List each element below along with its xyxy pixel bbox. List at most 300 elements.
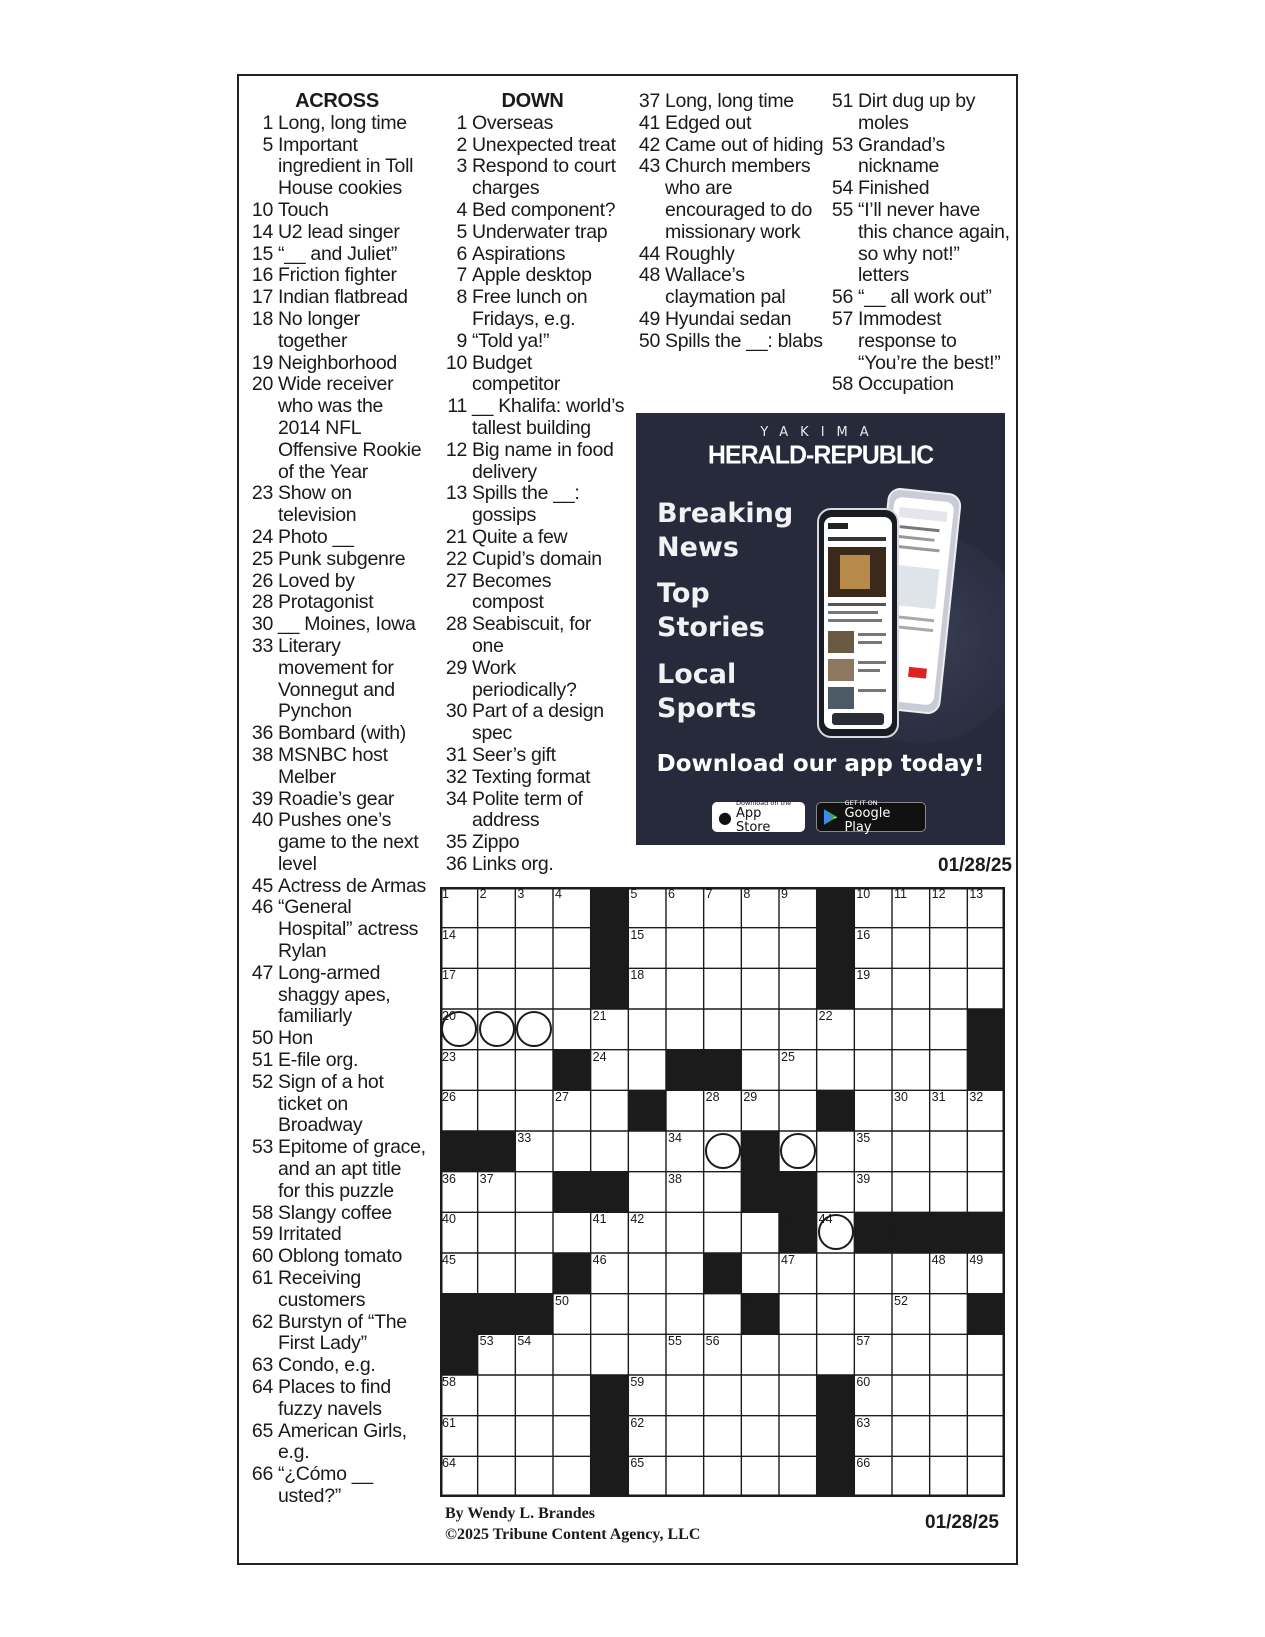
clue-item: [440, 113, 625, 135]
grid-cell[interactable]: [741, 1334, 779, 1375]
app-advertisement[interactable]: [636, 413, 1005, 845]
clue-text: Apple desktop: [472, 264, 592, 287]
grid-cell[interactable]: [741, 1090, 779, 1131]
clue-number: 20: [251, 373, 273, 396]
clue-text: Grandad’s nickname: [858, 133, 945, 178]
grid-cell[interactable]: [779, 1294, 817, 1335]
grid-cell[interactable]: [704, 1456, 742, 1497]
cell-number: 60: [856, 1375, 871, 1389]
grid-cell[interactable]: [741, 1375, 779, 1416]
grid-cell[interactable]: [892, 1131, 930, 1172]
clue-number: 36: [251, 722, 273, 745]
clue-item: [247, 1246, 427, 1268]
grid-cell[interactable]: [704, 1334, 742, 1375]
grid-cell[interactable]: [666, 1212, 704, 1253]
grid-cell[interactable]: [779, 1131, 817, 1172]
clue-number: 5: [262, 133, 273, 156]
grid-cell[interactable]: [854, 968, 892, 1009]
grid-cell[interactable]: [741, 1416, 779, 1457]
grid-cell[interactable]: [478, 1172, 516, 1213]
grid-cell[interactable]: [553, 1334, 591, 1375]
grid-cell[interactable]: [440, 928, 478, 969]
clue-item: [827, 91, 1012, 135]
grid-cell[interactable]: [930, 1294, 968, 1335]
grid-cell[interactable]: [967, 1172, 1005, 1213]
grid-cell[interactable]: [440, 1212, 478, 1253]
clue-text: Roadie’s gear: [278, 787, 395, 810]
grid-cell[interactable]: [930, 1456, 968, 1497]
cell-number: 5: [630, 887, 638, 901]
grid-cell[interactable]: [553, 887, 591, 928]
grid-cell[interactable]: [854, 887, 892, 928]
grid-cell[interactable]: [666, 968, 704, 1009]
grid-cell[interactable]: [553, 1212, 591, 1253]
clue-item: [440, 265, 625, 287]
cell-number: 21: [592, 1009, 607, 1023]
grid-cell[interactable]: [741, 968, 779, 1009]
grid-cell[interactable]: [478, 1416, 516, 1457]
clue-item: [247, 1203, 427, 1225]
grid-cell[interactable]: [741, 1212, 779, 1253]
grid-cell[interactable]: [967, 1456, 1005, 1497]
grid-cell[interactable]: [741, 1253, 779, 1294]
grid-cell[interactable]: [892, 1375, 930, 1416]
grid-cell[interactable]: [440, 887, 478, 928]
grid-cell[interactable]: [892, 1009, 930, 1050]
grid-cell[interactable]: [591, 1253, 629, 1294]
grid-cell[interactable]: [892, 1090, 930, 1131]
clue-number: 24: [251, 525, 273, 548]
grid-cell[interactable]: [440, 1375, 478, 1416]
grid-cell[interactable]: [817, 1334, 855, 1375]
grid-cell[interactable]: [440, 1009, 478, 1050]
grid-cell[interactable]: [967, 1416, 1005, 1457]
grid-cell[interactable]: [628, 887, 666, 928]
clue-number: 12: [445, 438, 467, 461]
grid-cell[interactable]: [666, 1416, 704, 1457]
grid-cell[interactable]: [515, 1009, 553, 1050]
grid-cell[interactable]: [628, 1050, 666, 1091]
grid-cell[interactable]: [854, 1334, 892, 1375]
grid-cell[interactable]: [515, 1253, 553, 1294]
clue-item: [247, 113, 427, 135]
grid-cell[interactable]: [892, 1294, 930, 1335]
grid-block: [591, 1456, 629, 1497]
grid-cell[interactable]: [515, 1090, 553, 1131]
grid-cell[interactable]: [515, 1050, 553, 1091]
cell-number: 4: [555, 887, 562, 901]
grid-cell[interactable]: [930, 1090, 968, 1131]
cell-number: 44: [818, 1212, 833, 1227]
grid-cell[interactable]: [892, 928, 930, 969]
grid-cell[interactable]: [967, 1375, 1005, 1416]
grid-cell[interactable]: [892, 1456, 930, 1497]
grid-block: [817, 887, 855, 928]
clue-number: 30: [445, 700, 467, 723]
clue-text: Becomes compost: [472, 569, 552, 614]
clue-number: 1: [262, 111, 273, 134]
clue-number: 6: [456, 242, 467, 265]
ad-cta: Download our app today!: [656, 751, 985, 777]
grid-cell[interactable]: [854, 1416, 892, 1457]
clue-number: 42: [638, 133, 660, 156]
grid-cell[interactable]: [741, 928, 779, 969]
clue-number: 7: [456, 264, 467, 287]
grid-cell[interactable]: [967, 1253, 1005, 1294]
grid-cell[interactable]: [553, 1375, 591, 1416]
grid-cell[interactable]: [741, 1050, 779, 1091]
clue-item: [634, 309, 824, 331]
grid-cell[interactable]: [666, 1294, 704, 1335]
grid-cell[interactable]: [628, 1334, 666, 1375]
clue-text: “__ and Juliet”: [278, 242, 398, 265]
grid-cell[interactable]: [628, 1253, 666, 1294]
clue-text: __ Khalifa: world’s tallest building: [472, 395, 625, 439]
grid-block: [967, 1050, 1005, 1091]
grid-cell[interactable]: [666, 887, 704, 928]
cell-number: 41: [592, 1212, 607, 1227]
grid-cell[interactable]: [553, 1090, 591, 1131]
cell-number: 42: [630, 1212, 645, 1227]
grid-cell[interactable]: [478, 1334, 516, 1375]
grid-cell[interactable]: [515, 887, 553, 928]
grid-cell[interactable]: [817, 1212, 855, 1253]
grid-cell[interactable]: [628, 1212, 666, 1253]
grid-cell[interactable]: [704, 1375, 742, 1416]
clue-text: Receiving customers: [278, 1267, 366, 1311]
grid-cell[interactable]: [515, 1375, 553, 1416]
grid-cell[interactable]: [854, 1172, 892, 1213]
grid-cell[interactable]: [892, 1416, 930, 1457]
clue-item: [247, 1421, 427, 1465]
grid-cell[interactable]: [591, 1334, 629, 1375]
grid-cell[interactable]: [704, 1294, 742, 1335]
date-top: 01/28/25: [938, 855, 1012, 876]
clue-text: Cupid’s domain: [472, 547, 602, 570]
grid-cell[interactable]: [779, 1456, 817, 1497]
grid-cell[interactable]: [779, 1416, 817, 1457]
grid-cell[interactable]: [704, 928, 742, 969]
grid-cell[interactable]: [478, 1456, 516, 1497]
grid-cell[interactable]: [854, 1009, 892, 1050]
clue-number: 43: [638, 155, 660, 178]
grid-cell[interactable]: [741, 1009, 779, 1050]
clue-item: [440, 135, 625, 157]
grid-cell[interactable]: [704, 1212, 742, 1253]
clue-item: [247, 222, 427, 244]
grid-cell[interactable]: [854, 1375, 892, 1416]
grid-cell[interactable]: [440, 1050, 478, 1091]
grid-cell[interactable]: [666, 928, 704, 969]
grid-cell[interactable]: [478, 887, 516, 928]
cell-number: 25: [781, 1049, 795, 1064]
grid-block: [854, 1212, 892, 1253]
clue-text: American Girls, e.g.: [278, 1419, 407, 1464]
grid-cell[interactable]: [817, 1131, 855, 1172]
grid-cell[interactable]: [628, 1009, 666, 1050]
clue-number: 30: [251, 613, 273, 636]
grid-cell[interactable]: [666, 1334, 704, 1375]
cell-number: 29: [743, 1090, 758, 1105]
grid-cell[interactable]: [515, 1212, 553, 1253]
grid-cell[interactable]: [478, 1375, 516, 1416]
grid-cell[interactable]: [553, 928, 591, 969]
grid-cell[interactable]: [930, 1334, 968, 1375]
grid-cell[interactable]: [628, 1375, 666, 1416]
grid-cell[interactable]: [967, 1334, 1005, 1375]
grid-cell[interactable]: [666, 1090, 704, 1131]
grid-cell[interactable]: [440, 1172, 478, 1213]
cell-number: 51: [743, 1293, 758, 1308]
grid-block: [440, 1334, 478, 1375]
clue-text: “General Hospital” actress Rylan: [278, 896, 419, 963]
grid-cell[interactable]: [440, 1090, 478, 1131]
grid-cell[interactable]: [854, 1456, 892, 1497]
grid-cell[interactable]: [666, 1131, 704, 1172]
cell-number: 19: [856, 968, 871, 983]
grid-cell[interactable]: [892, 887, 930, 928]
grid-cell[interactable]: [628, 1131, 666, 1172]
ad-line-breaking: Breaking: [657, 498, 794, 529]
clue-item: [247, 309, 427, 353]
grid-cell[interactable]: [704, 1090, 742, 1131]
grid-cell[interactable]: [967, 1131, 1005, 1172]
cell-number: 36: [442, 1171, 456, 1186]
cell-number: 31: [931, 1090, 946, 1105]
grid-cell[interactable]: [854, 1050, 892, 1091]
clue-item: [827, 135, 1012, 179]
grid-cell[interactable]: [930, 1050, 968, 1091]
clue-text: Pushes one’s game to the next level: [278, 809, 419, 875]
grid-cell[interactable]: [628, 928, 666, 969]
grid-cell[interactable]: [967, 887, 1005, 928]
grid-cell[interactable]: [478, 968, 516, 1009]
grid-cell[interactable]: [553, 968, 591, 1009]
grid-cell[interactable]: [515, 928, 553, 969]
clue-item: [634, 265, 824, 309]
grid-cell[interactable]: [515, 1416, 553, 1457]
grid-cell[interactable]: [930, 1375, 968, 1416]
crossword-grid: [440, 887, 1005, 1497]
clue-item: [247, 374, 427, 483]
grid-block: [817, 968, 855, 1009]
clue-number: 44: [638, 242, 660, 265]
grid-cell[interactable]: [854, 928, 892, 969]
clue-text: Church members who are encouraged to do missionary work: [665, 155, 812, 243]
clue-text: Oblong tomato: [278, 1245, 403, 1268]
cell-number: 33: [517, 1131, 532, 1145]
grid-cell[interactable]: [440, 968, 478, 1009]
grid-cell[interactable]: [892, 968, 930, 1009]
clue-text: Work periodically?: [472, 656, 577, 701]
clue-text: Quite a few: [472, 525, 568, 548]
grid-cell[interactable]: [930, 1416, 968, 1457]
grid-cell[interactable]: [854, 1131, 892, 1172]
app-store-badge[interactable]: [712, 798, 805, 835]
grid-cell[interactable]: [854, 1294, 892, 1335]
grid-cell[interactable]: [591, 1212, 629, 1253]
grid-cell[interactable]: [553, 1416, 591, 1457]
clue-item: [827, 374, 1012, 396]
clue-item: [827, 287, 1012, 309]
grid-cell[interactable]: [892, 1172, 930, 1213]
grid-cell[interactable]: [854, 1253, 892, 1294]
grid-block: [817, 928, 855, 969]
clue-item: [440, 396, 625, 440]
cell-number: 10: [856, 887, 871, 901]
grid-cell[interactable]: [628, 968, 666, 1009]
cell-number: 38: [668, 1171, 682, 1186]
clue-item: [247, 200, 427, 222]
grid-cell[interactable]: [854, 1090, 892, 1131]
grid-cell[interactable]: [478, 1050, 516, 1091]
clue-item: [247, 1355, 427, 1377]
cell-circle: [893, 1214, 929, 1250]
grid-cell[interactable]: [515, 1456, 553, 1497]
play-icon: [823, 808, 838, 826]
grid-cell[interactable]: [478, 1090, 516, 1131]
clue-number: 11: [447, 395, 467, 418]
grid-cell[interactable]: [515, 1334, 553, 1375]
clue-text: Irritated: [278, 1223, 342, 1246]
grid-cell[interactable]: [628, 1416, 666, 1457]
grid-cell[interactable]: [892, 1253, 930, 1294]
clue-number: 53: [251, 1136, 273, 1159]
grid-cell[interactable]: [892, 1334, 930, 1375]
grid-cell[interactable]: [591, 1009, 629, 1050]
clue-item: [827, 200, 1012, 287]
cell-number: 46: [592, 1253, 607, 1267]
grid-cell[interactable]: [666, 1456, 704, 1497]
clue-number: 50: [251, 1027, 273, 1050]
cell-circle: [516, 1011, 552, 1047]
clue-number: 28: [445, 613, 467, 636]
clue-item: [440, 789, 625, 833]
grid-cell[interactable]: [553, 1009, 591, 1050]
cell-number: 64: [442, 1456, 456, 1471]
grid-cell[interactable]: [591, 1050, 629, 1091]
cell-number: 45: [442, 1253, 456, 1267]
grid-cell[interactable]: [741, 1456, 779, 1497]
clue-number: 1: [456, 111, 467, 134]
grid-cell[interactable]: [704, 1009, 742, 1050]
grid-cell[interactable]: [478, 1212, 516, 1253]
grid-cell[interactable]: [591, 1294, 629, 1335]
clue-text: “¿Cómo __ usted?”: [278, 1463, 373, 1507]
grid-cell[interactable]: [741, 887, 779, 928]
grid-cell[interactable]: [704, 1416, 742, 1457]
grid-cell[interactable]: [515, 1172, 553, 1213]
grid-cell[interactable]: [779, 1090, 817, 1131]
grid-cell[interactable]: [817, 1294, 855, 1335]
grid-cell[interactable]: [892, 1050, 930, 1091]
grid-cell[interactable]: [779, 1334, 817, 1375]
clue-text: Dirt dug up by moles: [858, 90, 976, 134]
grid-cell[interactable]: [704, 1172, 742, 1213]
clue-text: Roughly: [665, 242, 735, 265]
grid-cell[interactable]: [779, 1253, 817, 1294]
grid-cell[interactable]: [478, 1009, 516, 1050]
grid-cell[interactable]: [553, 1294, 591, 1335]
clue-text: Condo, e.g.: [278, 1354, 376, 1377]
google-play-badge[interactable]: [816, 798, 926, 835]
grid-cell[interactable]: [704, 1131, 742, 1172]
grid-cell[interactable]: [666, 1375, 704, 1416]
grid-cell[interactable]: [779, 887, 817, 928]
grid-cell[interactable]: [817, 1050, 855, 1091]
grid-cell[interactable]: [628, 1294, 666, 1335]
grid-cell[interactable]: [591, 1131, 629, 1172]
grid-cell[interactable]: [478, 1253, 516, 1294]
grid-cell[interactable]: [817, 1172, 855, 1213]
clue-text: Show on television: [278, 482, 357, 527]
cell-number: 6: [668, 887, 675, 901]
grid-cell[interactable]: [967, 1090, 1005, 1131]
clue-item: [440, 331, 625, 353]
grid-cell[interactable]: [930, 1253, 968, 1294]
grid-cell[interactable]: [779, 968, 817, 1009]
grid-cell[interactable]: [704, 887, 742, 928]
grid-cell[interactable]: [515, 1131, 553, 1172]
cell-number: 9: [781, 887, 788, 901]
grid-cell[interactable]: [817, 1009, 855, 1050]
grid-cell[interactable]: [779, 928, 817, 969]
grid-cell[interactable]: [440, 1456, 478, 1497]
cell-number: 11: [894, 887, 907, 901]
clue-text: Long-armed shaggy apes, familiarly: [278, 961, 391, 1028]
grid-cell[interactable]: [930, 887, 968, 928]
grid-block: [553, 1172, 591, 1213]
grid-cell[interactable]: [779, 1009, 817, 1050]
grid-cell[interactable]: [967, 928, 1005, 969]
grid-block: [591, 1172, 629, 1213]
grid-cell[interactable]: [553, 1456, 591, 1497]
clue-text: Long, long time: [665, 90, 794, 112]
grid-cell[interactable]: [478, 928, 516, 969]
clue-item: [827, 178, 1012, 200]
grid-cell[interactable]: [930, 968, 968, 1009]
grid-cell[interactable]: [930, 1131, 968, 1172]
clue-number: 35: [445, 831, 467, 854]
grid-cell[interactable]: [704, 968, 742, 1009]
cell-number: 35: [856, 1131, 871, 1145]
clue-number: 61: [251, 1267, 273, 1290]
clue-text: Slangy coffee: [278, 1201, 392, 1224]
grid-cell[interactable]: [779, 1050, 817, 1091]
grid-cell[interactable]: [515, 968, 553, 1009]
grid-cell[interactable]: [666, 1172, 704, 1213]
clue-number: 63: [251, 1354, 273, 1377]
grid-cell[interactable]: [817, 1253, 855, 1294]
clue-item: [827, 309, 1012, 374]
clue-item: [247, 1072, 427, 1137]
grid-cell[interactable]: [628, 1456, 666, 1497]
grid-cell[interactable]: [666, 1253, 704, 1294]
grid-cell[interactable]: [591, 1090, 629, 1131]
cell-number: 61: [442, 1415, 456, 1430]
grid-cell[interactable]: [779, 1375, 817, 1416]
grid-cell[interactable]: [628, 1172, 666, 1213]
grid-block: [892, 1212, 930, 1253]
grid-cell[interactable]: [930, 1172, 968, 1213]
grid-cell[interactable]: [666, 1009, 704, 1050]
grid-cell[interactable]: [930, 928, 968, 969]
grid-cell[interactable]: [440, 1253, 478, 1294]
grid-cell[interactable]: [967, 968, 1005, 1009]
grid-cell[interactable]: [553, 1131, 591, 1172]
grid-cell[interactable]: [440, 1416, 478, 1457]
grid-cell[interactable]: [930, 1009, 968, 1050]
